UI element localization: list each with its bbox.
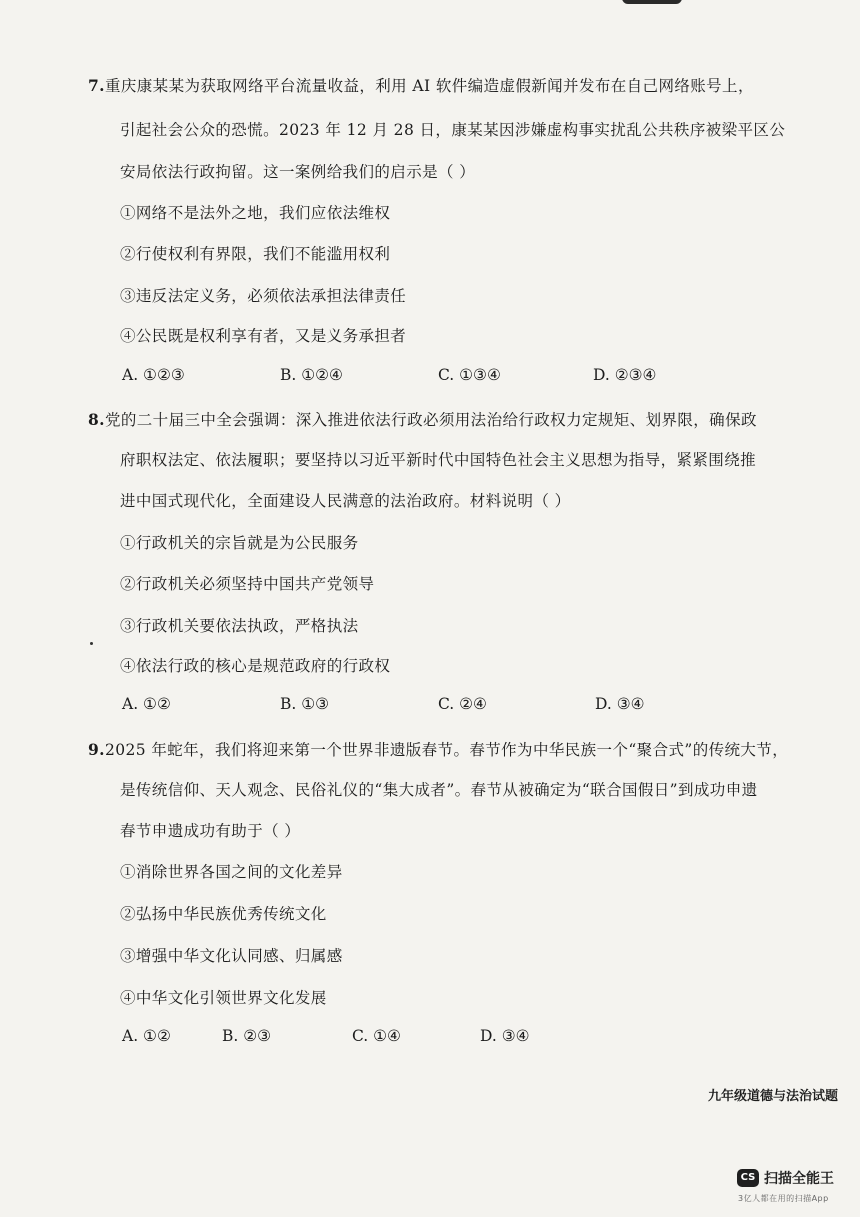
q9-stem-line-2: 是传统信仰、天人观念、民俗礼仪的“集大成者”。春节从被确定为“联合国假日”到成功申遗: [120, 781, 758, 799]
q8-item-1: ①行政机关的宗旨就是为公民服务: [120, 534, 359, 552]
bleed-through: [560, 165, 605, 186]
scan-speck: [90, 642, 93, 645]
scanner-tagline: 3亿人都在用的扫描App: [738, 1194, 829, 1203]
q8-choice-a: A. ①②: [122, 695, 171, 713]
q7-item-3: ③违反法定义务，必须依法承担法律责任: [120, 287, 407, 305]
q8-item-4: ④依法行政的核心是规范政府的行政权: [120, 657, 391, 675]
q7-item-1: ①网络不是法外之地，我们应依法维权: [120, 204, 391, 222]
q9-item-3: ③增强中华文化认同感、归属感: [120, 947, 343, 965]
scan-edge-mark: [622, 0, 682, 4]
q9-stem-line-1: 9.2025 年蛇年，我们将迎来第一个世界非遗版春节。春节作为中华民族一个“聚合式”的传统大节，: [88, 740, 789, 759]
q9-stem-line-3: 春节申遗成功有助于（ ）: [120, 822, 301, 840]
q7-stem-line-2: 引起社会公众的恐慌。2023 年 12 月 28 日，康某某因涉嫌虚构事实扰乱公共秩序被梁平区公: [120, 121, 786, 139]
q7-item-2: ②行使权利有界限，我们不能滥用权利: [120, 245, 391, 263]
q7-number: 7.: [88, 76, 105, 95]
q7-stem-line-1: 7.重庆康某某为获取网络平台流量收益，利用 AI 软件编造虚假新闻并发布在自己网络账号上，: [88, 76, 754, 95]
q9-number: 9.: [88, 740, 105, 759]
q8-stem-line-2: 府职权法定、依法履职；要坚持以习近平新时代中国特色社会主义思想为指导，紧紧围绕推: [120, 451, 757, 469]
q9-item-4: ④中华文化引领世界文化发展: [120, 989, 327, 1007]
q9-item-2: ②弘扬中华民族优秀传统文化: [120, 905, 327, 923]
q7-choice-b: B. ①②④: [280, 366, 343, 384]
exam-title-footer: 九年级道德与法治试题: [707, 1089, 838, 1104]
q8-choice-c: C. ②④: [438, 695, 487, 713]
q7-choice-a: A. ①②③: [122, 366, 185, 384]
q8-choice-d: D. ③④: [595, 695, 645, 713]
q8-choice-b: B. ①③: [280, 695, 330, 713]
q8-item-3: ③行政机关要依法执政，严格执法: [120, 617, 359, 635]
q9-choice-d: D. ③④: [480, 1027, 530, 1045]
q8-stem-line-3: 进中国式现代化，全面建设人民满意的法治政府。材料说明（ ）: [120, 492, 571, 510]
q8-item-2: ②行政机关必须坚持中国共产党领导: [120, 575, 375, 593]
q7-item-4: ④公民既是权利享有者，又是义务承担者: [120, 327, 407, 345]
scanner-app-name: 扫描全能王: [764, 1171, 834, 1187]
camscanner-logo-icon: CS: [737, 1169, 759, 1187]
q9-choice-c: C. ①④: [352, 1027, 401, 1045]
q7-stem-line-3: 安局依法行政拘留。这一案例给我们的启示是（ ）: [120, 163, 476, 181]
q7-choice-d: D. ②③④: [593, 366, 657, 384]
q8-number: 8.: [88, 410, 105, 429]
q8-stem-line-1: 8.党的二十届三中全会强调：深入推进依法行政必须用法治给行政权力定规矩、划界限，确保政: [88, 410, 757, 429]
q7-choice-c: C. ①③④: [438, 366, 501, 384]
q9-choice-a: A. ①②: [122, 1027, 171, 1045]
q9-choice-b: B. ②③: [222, 1027, 272, 1045]
q9-item-1: ①消除世界各国之间的文化差异: [120, 863, 343, 881]
